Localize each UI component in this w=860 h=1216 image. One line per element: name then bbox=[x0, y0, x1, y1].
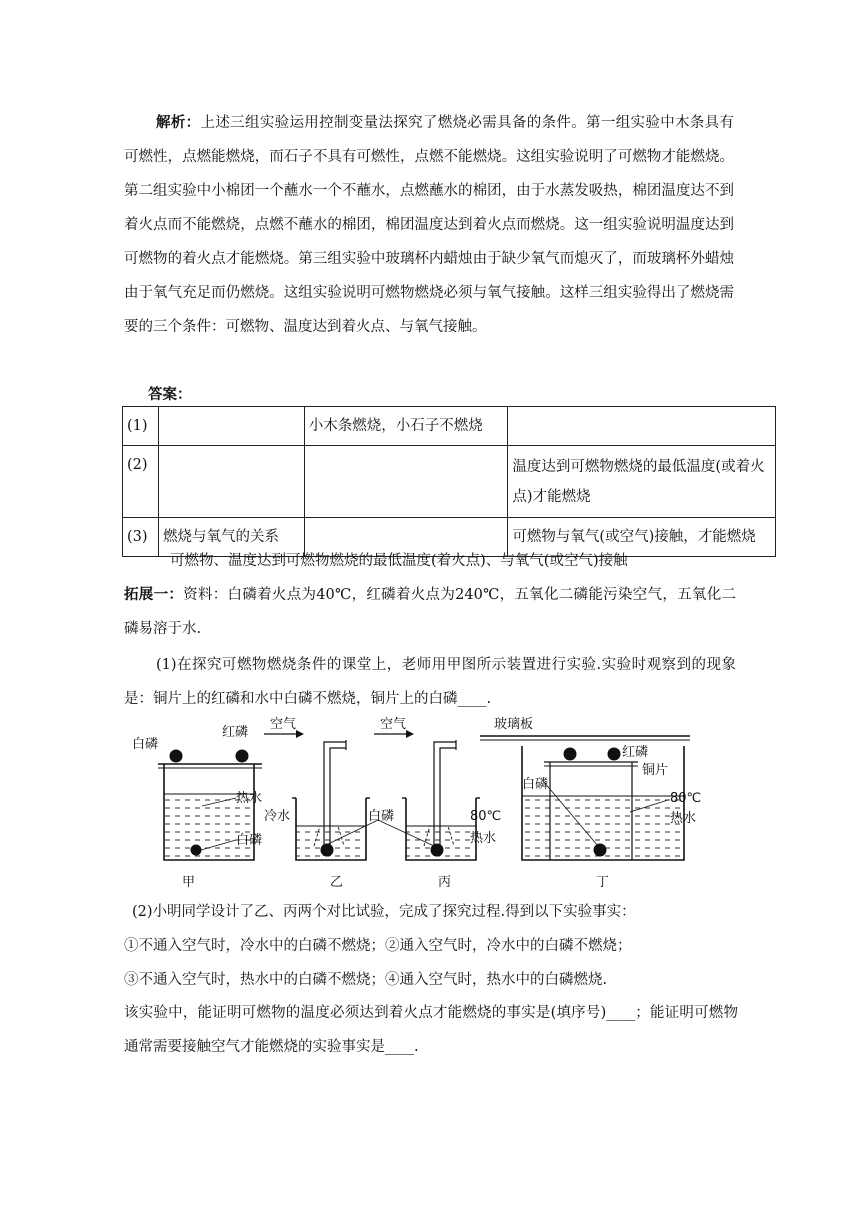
beaker-ding bbox=[480, 736, 690, 860]
table-cell bbox=[158, 407, 304, 446]
table-cell: (1) bbox=[123, 407, 159, 446]
label-bing: 丙 bbox=[438, 875, 452, 890]
white-phosphorus-dot bbox=[191, 845, 201, 855]
label-air: 空气 bbox=[380, 717, 407, 732]
answer-table bbox=[122, 406, 776, 557]
table-cell: 燃烧与氧气的关系 bbox=[158, 518, 304, 557]
label-air: 空气 bbox=[270, 717, 297, 732]
white-phosphorus-dot bbox=[170, 750, 182, 762]
extension-paragraph bbox=[124, 578, 736, 646]
question-1: (1)在探究可燃物燃烧条件的课堂上，老师用甲图所示装置进行实验.实验时观察到的现象是：铜片上的红磷和水中白磷不燃烧，铜片上的白磷____. bbox=[124, 657, 736, 707]
label-red-p: 红磷 bbox=[622, 745, 649, 760]
label-copper: 铜片 bbox=[642, 763, 669, 778]
question-2-intro: (2)小明同学设计了乙、丙两个对比试验，完成了探究过程.得到以下实验事实： bbox=[132, 904, 636, 920]
extension-label: 拓展一： bbox=[124, 587, 184, 603]
label-ding: 丁 bbox=[596, 875, 610, 890]
answer-label: 答案： bbox=[148, 387, 192, 403]
label-red-p: 红磷 bbox=[222, 725, 249, 740]
table-cell: 温度达到可燃物燃烧的最低温度(或着火点)才能燃烧 bbox=[508, 446, 776, 518]
label-glass-plate: 玻璃板 bbox=[494, 717, 534, 732]
experiment-figure bbox=[124, 716, 714, 892]
label-white-p: 白磷 bbox=[522, 777, 549, 792]
table-cell: (2) bbox=[123, 446, 159, 518]
table-cell: (3) bbox=[123, 518, 159, 557]
label-temp: 80℃ bbox=[670, 791, 702, 806]
label-hot-water: 热水 bbox=[470, 831, 497, 846]
analysis-label: 解析： bbox=[156, 115, 201, 131]
extension-text: 资料：白磷着火点为40℃，红磷着火点为240℃，五氧化二磷能污染空气，五氧化二磷易溶于水. bbox=[124, 587, 736, 637]
analysis-paragraph bbox=[124, 106, 734, 344]
label-cold-water: 冷水 bbox=[264, 809, 291, 824]
table-row bbox=[123, 446, 776, 518]
answer-conclusion: 可燃物、温度达到可燃物燃烧的最低温度(着火点)、与氧气(或空气)接触 bbox=[170, 553, 628, 569]
red-phosphorus-dot bbox=[236, 750, 248, 762]
table-row bbox=[123, 407, 776, 446]
label-temp: 80℃ bbox=[470, 809, 502, 824]
table-cell bbox=[508, 407, 776, 446]
table-cell: 可燃物与氧气(或空气)接触，才能燃烧 bbox=[508, 518, 776, 557]
label-white-p: 白磷 bbox=[236, 833, 263, 848]
fact-line-1: ①不通入空气时，冷水中的白磷不燃烧；②通入空气时，冷水中的白磷不燃烧； bbox=[124, 938, 632, 954]
table-cell: 小木条燃烧，小石子不燃烧 bbox=[304, 407, 508, 446]
question-2: 该实验中，能证明可燃物的温度必须达到着火点才能燃烧的事实是(填序号)____；能证明可燃物通常需要接触空气才能燃烧的实验事实是____. bbox=[124, 1005, 738, 1055]
analysis-text: 上述三组实验运用控制变量法探究了燃烧必需具备的条件。第一组实验中木条具有可燃性，点燃能燃烧，而石子不具有可燃性，点燃不能燃烧。这组实验说明了可燃物才能燃烧。第二组实验中小棉团一个蘸水一个不蘸水，点燃蘸水的棉团，由于水蒸发吸热，棉团温度达不到着火点而不能燃烧，点燃不蘸水的棉团，棉团温度达到着火点而燃烧。这一组实验说明温度达到可燃物的着火点才能燃烧。第三组实验中玻璃杯内蜡烛由于缺少氧气而熄灭了，而玻璃杯外蜡烛由于氧气充足而仍燃烧。这组实验说明可燃物燃烧必须与氧气接触。这样三组实验得出了燃烧需要的三个条件：可燃物、温度达到着火点、与氧气接触。 bbox=[124, 115, 735, 335]
label-hot-water: 热水 bbox=[670, 811, 697, 826]
table-cell bbox=[158, 446, 304, 518]
fact-line-2: ③不通入空气时，热水中的白磷不燃烧；④通入空气时，热水中的白磷燃烧. bbox=[124, 972, 608, 988]
label-jia: 甲 bbox=[182, 875, 196, 890]
table-cell bbox=[304, 446, 508, 518]
label-hot-water: 热水 bbox=[236, 791, 263, 806]
label-white-p: 白磷 bbox=[368, 809, 395, 824]
label-yi: 乙 bbox=[330, 875, 344, 890]
beaker-yi bbox=[264, 730, 370, 860]
label-white-p: 白磷 bbox=[132, 737, 159, 752]
